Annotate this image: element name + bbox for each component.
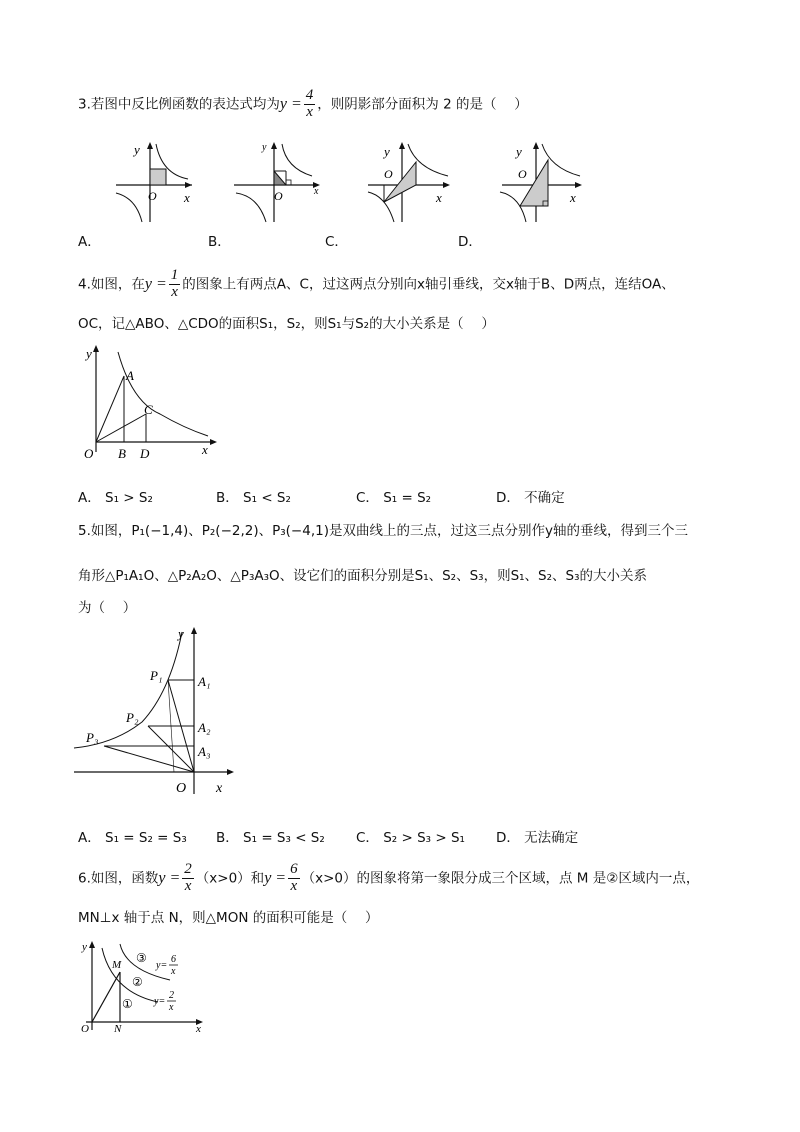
q6-func2-den: x [169,1002,174,1013]
q6-y-eq-1: y = [158,869,181,887]
q4-o-label: O [84,446,94,461]
q4-option-b[interactable]: B． S₁ < S₂ [216,490,291,506]
q6-n-label: N [114,1023,122,1035]
q3c-y-label: y [384,144,390,159]
q3-stem [78,88,528,121]
q6-func6-lhs: y= [156,960,168,971]
q5-stem-line1: 5.如图，P₁(−1,4)、P₂(−2,2)、P₃(−4,1)是双曲线上的三点，过这三点分别作y轴的垂线，得到三个三 [78,523,688,539]
q5-stem-line3: 为（ ） [78,600,137,616]
q3-option-b[interactable]: B． [208,234,231,250]
q6-y-eq-2: y = [264,869,287,887]
q4-fraction [169,268,181,301]
q3-frac-den: x [306,103,313,120]
q6-frac2-num: 6 [290,861,298,877]
q4-x-label: x [202,442,208,457]
q6-o-label: O [81,1023,89,1035]
q6-func2-num: 2 [169,990,174,1001]
q3-figure-b [232,138,322,228]
q4-figure [74,342,224,462]
q3b-o-label: O [274,189,283,203]
q5-option-a[interactable]: A． S₁ = S₂ = S₃ [78,830,187,846]
q6-frac2-den: x [290,877,298,894]
q3-suffix: ，则阴影部分面积为 2 的是（ ） [317,96,528,113]
q3-y-eq: y = [279,95,302,113]
q4-stem-line2: OC，记△ABO、△CDO的面积S₁，S₂，则S₁与S₂的大小关系是（ ） [78,316,495,332]
q6-func2-lhs: y= [154,996,166,1007]
q5-stem-line2: 角形△P₁A₁O、△P₂A₂O、△P₃A₃O、设它们的面积分别是S₁、S₂、S₃，则S₁、S₂、S₃的大小关系 [78,568,648,584]
q3c-o-label: O [384,167,393,181]
q6-func6-num: 6 [171,954,176,965]
q6-prefix: 6.如图，函数 [78,870,159,887]
q5-p1-label: P₁ [150,668,163,683]
q3d-o-label: O [518,167,527,181]
q4-option-a[interactable]: A． S₁ > S₂ [78,490,153,506]
q6-m-label: M [112,959,122,971]
q4-y-eq: y = [144,275,167,293]
q6-func6-den: x [171,966,176,977]
q3b-y-label: y [262,142,267,153]
q4-frac-den: x [171,283,178,300]
q6-cond1: （x>0）和 [195,870,265,887]
q6-x-label: x [196,1023,201,1035]
q4-c-label: C [144,402,153,417]
q6-fraction-2 [288,862,300,895]
q3-figure-a [110,138,200,228]
q5-p3-label: P₃ [86,730,99,745]
q3-option-a[interactable]: A． [78,234,101,250]
q5-option-d[interactable]: D． 无法确定 [496,830,579,846]
q6-region-2: ② [132,975,143,989]
q6-line1-suffix: （x>0）的图象将第一象限分成三个区域，点 M 是②区域内一点， [301,870,700,887]
q5-y-label: y [178,626,184,641]
q4-line1-suffix: 的图象上有两点A、C，过这两点分别向x轴引垂线，交x轴于B、D两点，连结OA、 [182,276,675,293]
q6-figure [74,936,214,1036]
q3c-x-label: x [436,190,442,205]
q5-option-c[interactable]: C． S₂ > S₃ > S₁ [356,830,465,846]
q5-a2-label: A₂ [198,720,211,735]
q6-frac1-den: x [184,877,192,894]
q5-option-b[interactable]: B． S₁ = S₃ < S₂ [216,830,325,846]
q3-option-d[interactable]: D． [458,234,482,250]
q6-region-1: ① [122,997,133,1011]
q3-figure-c [364,138,454,228]
q3-frac-num: 4 [305,87,314,103]
q4-option-d[interactable]: D． 不确定 [496,490,565,506]
q5-a3-label: A₃ [198,744,211,759]
q5-p2-label: P₂ [126,710,139,725]
q5-a1-label: A₁ [198,674,211,689]
q4-stem-line1 [78,268,675,301]
q6-region-3: ③ [136,951,147,965]
q6-fraction-1 [182,862,194,895]
q3-prefix: 3.若图中反比例函数的表达式均为 [78,96,280,113]
q3-option-c[interactable]: C． [325,234,348,250]
q4-d-label: D [140,446,150,461]
q3a-o-label: O [148,189,157,203]
q4-b-label: B [118,446,126,461]
q4-a-label: A [126,368,134,383]
q5-o-label: O [176,781,187,796]
q3d-x-label: x [570,190,576,205]
q3-figure-d [496,138,586,228]
q6-frac1-num: 2 [184,861,192,877]
q4-frac-num: 1 [170,267,179,283]
q5-x-label: x [216,781,223,796]
q4-option-c[interactable]: C． S₁ = S₂ [356,490,432,506]
q3b-x-label: x [314,186,319,197]
q4-y-label: y [86,346,92,361]
q6-stem-line1 [78,862,699,895]
q6-stem-line2: MN⊥x 轴于点 N，则△MON 的面积可能是（ ） [78,910,379,926]
q3a-x-label: x [184,190,190,205]
q3-fraction [304,88,316,121]
q3d-y-label: y [516,144,522,159]
q5-figure [70,622,250,802]
q6-y-label: y [82,941,87,953]
q3a-y-label: y [134,142,140,157]
q4-prefix: 4.如图，在 [78,276,145,293]
